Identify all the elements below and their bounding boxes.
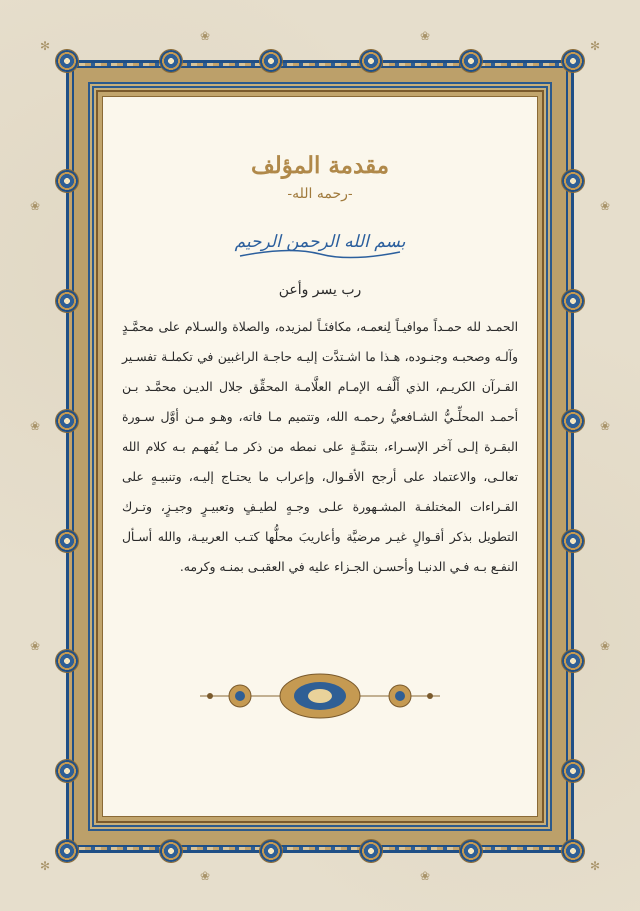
preface-body: الحمـد لله حمـداً موافيـاً لِنعمـه، مكافئـاً لمزيده، والصلاة والسـلام على محمَّـدٍ وآلـه وصحبـه وجنـوده، هـذا ما اشـتدَّت إليـه حاجـة الراغبين في تكملـة تفسـير القـرآن الكريـم، الذي أَلَّفـه الإمـام العلَّامـة المحقِّق جلال الديـن محمَّـد بـن أحمـد المحلِّـيُّ الشـافعيُّ رحمـه الله، وتتميم مـا فاته، وهـو مـن أوَّل سـورة البقـرة إلـى آخر الإسـراء، بتتمَّـةٍ على نمطه من ذكر مـا يُفهـم بـه كلام الله تعالـى، والاعتماد على أرجح الأقـوال، وإعراب ما يحتـاج إليـه، وتنبيـهٍ على القـراءات المختلفـة المشـهورة علـى وجـهٍ لطيـفٍ وتعبيـرٍ وجيـزٍ، وتـرك التطويل بذكر أقـوالٍ غيـر مرضيَّة وأعاريبَ محلُّها كتـب العربيـة، والله أسـأل النفـع بـه فـي الدنيـا وأحسـن الجـزاء عليه في العقبـى بمنـه وكرمه.: [122, 320, 518, 574]
closing-ornament-icon: [200, 668, 440, 724]
basmala-text: بسم الله الرحمن الرحيم: [234, 232, 406, 252]
basmala-calligraphy: [230, 228, 410, 264]
page-title: مقدمة المؤلف: [250, 152, 390, 179]
invocation-line: رب يسر وأعن: [278, 282, 362, 298]
page-subtitle: -رحمه الله-: [287, 186, 353, 202]
